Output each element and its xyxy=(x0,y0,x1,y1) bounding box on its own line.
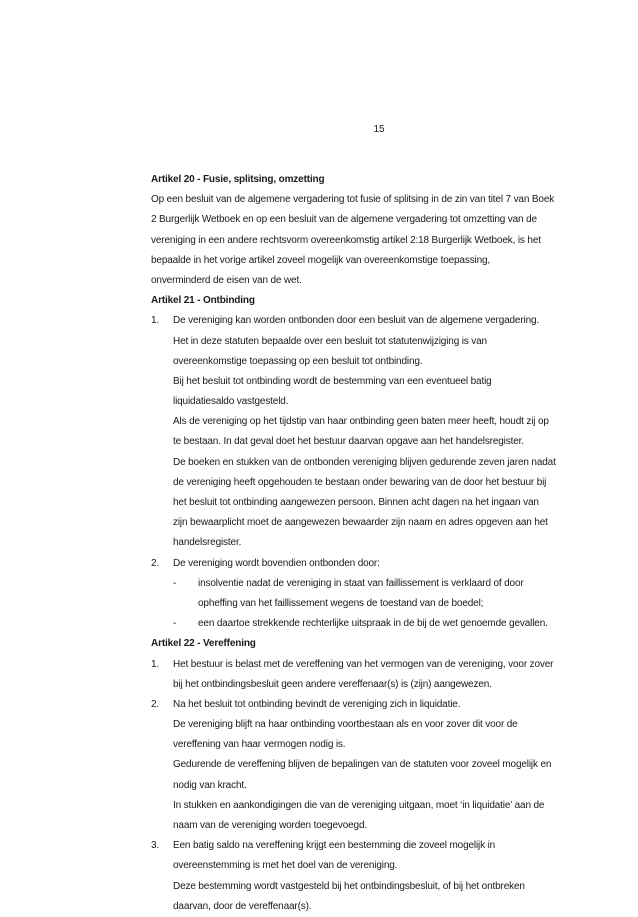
item-text-line: In stukken en aankondigingen die van de vereniging uitgaan, moet ‘in liquidatie’ aan de xyxy=(173,799,545,811)
item-text: Na het besluit tot ontbinding bevindt de vereniging zich in liquidatie. xyxy=(173,698,461,710)
item-text-line: overeenkomstige toepassing op een besluit tot ontbinding. xyxy=(173,355,423,367)
article-22-item-1 xyxy=(151,655,603,675)
bullet-text-line: opheffing van het faillissement wegens de toestand van de boedel; xyxy=(198,597,484,609)
item-number: 3. xyxy=(151,840,160,852)
item-text: Een batig saldo na vereffening krijgt een bestemming die zoveel mogelijk in xyxy=(173,840,496,852)
item-text-line: de vereniging heeft opgehouden te bestaan onder bewaring van de door het bestuur bij xyxy=(173,476,547,488)
item-text-line: daarvan, door de vereffenaar(s). xyxy=(173,900,312,912)
article-22-heading: Artikel 22 - Vereffening xyxy=(151,638,256,650)
item-text: Het bestuur is belast met de vereffening van het vermogen van de vereniging, voor zover xyxy=(173,658,554,670)
article-22-item-3 xyxy=(151,836,603,856)
bullet-text: insolventie nadat de vereniging in staat van faillissement is verklaard of door xyxy=(198,577,524,589)
item-text-line: naam van de vereniging worden toegevoegd. xyxy=(173,820,367,831)
item-text-line: nodig van kracht. xyxy=(173,779,247,791)
item-text-line: bij het ontbindingsbesluit geen andere vereffenaar(s) is (zijn) aangewezen. xyxy=(173,678,492,690)
item-text-line: Het in deze statuten bepaalde over een besluit tot statutenwijziging is van xyxy=(173,335,487,347)
item-text-line: Als de vereniging op het tijdstip van haar ontbinding geen baten meer heeft, houdt zij op xyxy=(173,416,549,428)
item-text-line: De boeken en stukken van de ontbonden vereniging blijven gedurende zeven jaren nadat xyxy=(173,456,556,468)
bullet-item xyxy=(151,614,603,634)
article-21-item-1 xyxy=(151,311,603,331)
item-text-line: handelsregister. xyxy=(173,537,242,549)
article-20 xyxy=(151,170,603,291)
item-text-line: Deze bestemming wordt vastgesteld bij het ontbindingsbesluit, of bij het ontbreken xyxy=(173,880,525,892)
article-20-heading: Artikel 20 - Fusie, splitsing, omzetting xyxy=(151,174,325,185)
bullet-dash: - xyxy=(173,618,177,630)
item-text: De vereniging wordt bovendien ontbonden door: xyxy=(173,557,380,569)
item-text-line: Gedurende de vereffening blijven de bepalingen van de statuten voor zoveel mogelijk en xyxy=(173,759,552,771)
article-21 xyxy=(151,291,603,634)
item-text-line: overeenstemming is met het doel van de vereniging. xyxy=(173,860,398,872)
item-number: 2. xyxy=(151,557,160,569)
item-number: 1. xyxy=(151,658,160,670)
item-number: 1. xyxy=(151,315,160,327)
item-text-line: zijn bewaarplicht moet de aangewezen bewaarder zijn naam en adres opgeven aan het xyxy=(173,517,548,529)
item-text-line: De vereniging blijft na haar ontbinding voortbestaan als en voor zover dit voor de xyxy=(173,719,518,731)
article-20-text-line: 2 Burgerlijk Wetboek en op een besluit van de algemene vergadering tot omzetting van de xyxy=(151,214,537,226)
article-20-text-line: Op een besluit van de algemene vergadering tot fusie of splitsing in de zin van titel 7 van Boek xyxy=(151,194,555,206)
article-22-item-2 xyxy=(151,695,603,715)
article-20-text-line: bepaalde in het vorige artikel zoveel mogelijk van overeenkomstige toepassing, xyxy=(151,254,491,266)
item-text-line: te bestaan. In dat geval doet het bestuur daarvan opgave aan het handelsregister. xyxy=(173,436,524,448)
item-text-line: vereffening van haar vermogen nodig is. xyxy=(173,739,346,751)
item-text-line: liquidatiesaldo vastgesteld. xyxy=(173,396,289,408)
bullet-item xyxy=(151,574,603,594)
article-21-item-2 xyxy=(151,554,603,574)
item-text: De vereniging kan worden ontbonden door een besluit van de algemene vergadering. xyxy=(173,315,540,327)
document-body xyxy=(151,170,603,917)
item-text-line: het besluit tot ontbinding aangewezen persoon. Binnen acht dagen na het ingaan van xyxy=(173,497,539,508)
bullet-dash: - xyxy=(173,577,177,589)
article-22 xyxy=(151,634,603,917)
page-number: 15 xyxy=(373,124,385,135)
article-20-text-line: onverminderd de eisen van de wet. xyxy=(151,274,302,286)
article-20-text-line: vereniging in een andere rechtsvorm overeenkomstig artikel 2:18 Burgerlijk Wetboek, is het xyxy=(151,234,541,246)
article-21-heading: Artikel 21 - Ontbinding xyxy=(151,295,255,307)
item-number: 2. xyxy=(151,698,160,710)
item-text-line: Bij het besluit tot ontbinding wordt de bestemming van een eventueel batig xyxy=(173,375,492,387)
bullet-text: een daartoe strekkende rechterlijke uitspraak in de bij de wet genoemde gevallen. xyxy=(198,618,548,630)
